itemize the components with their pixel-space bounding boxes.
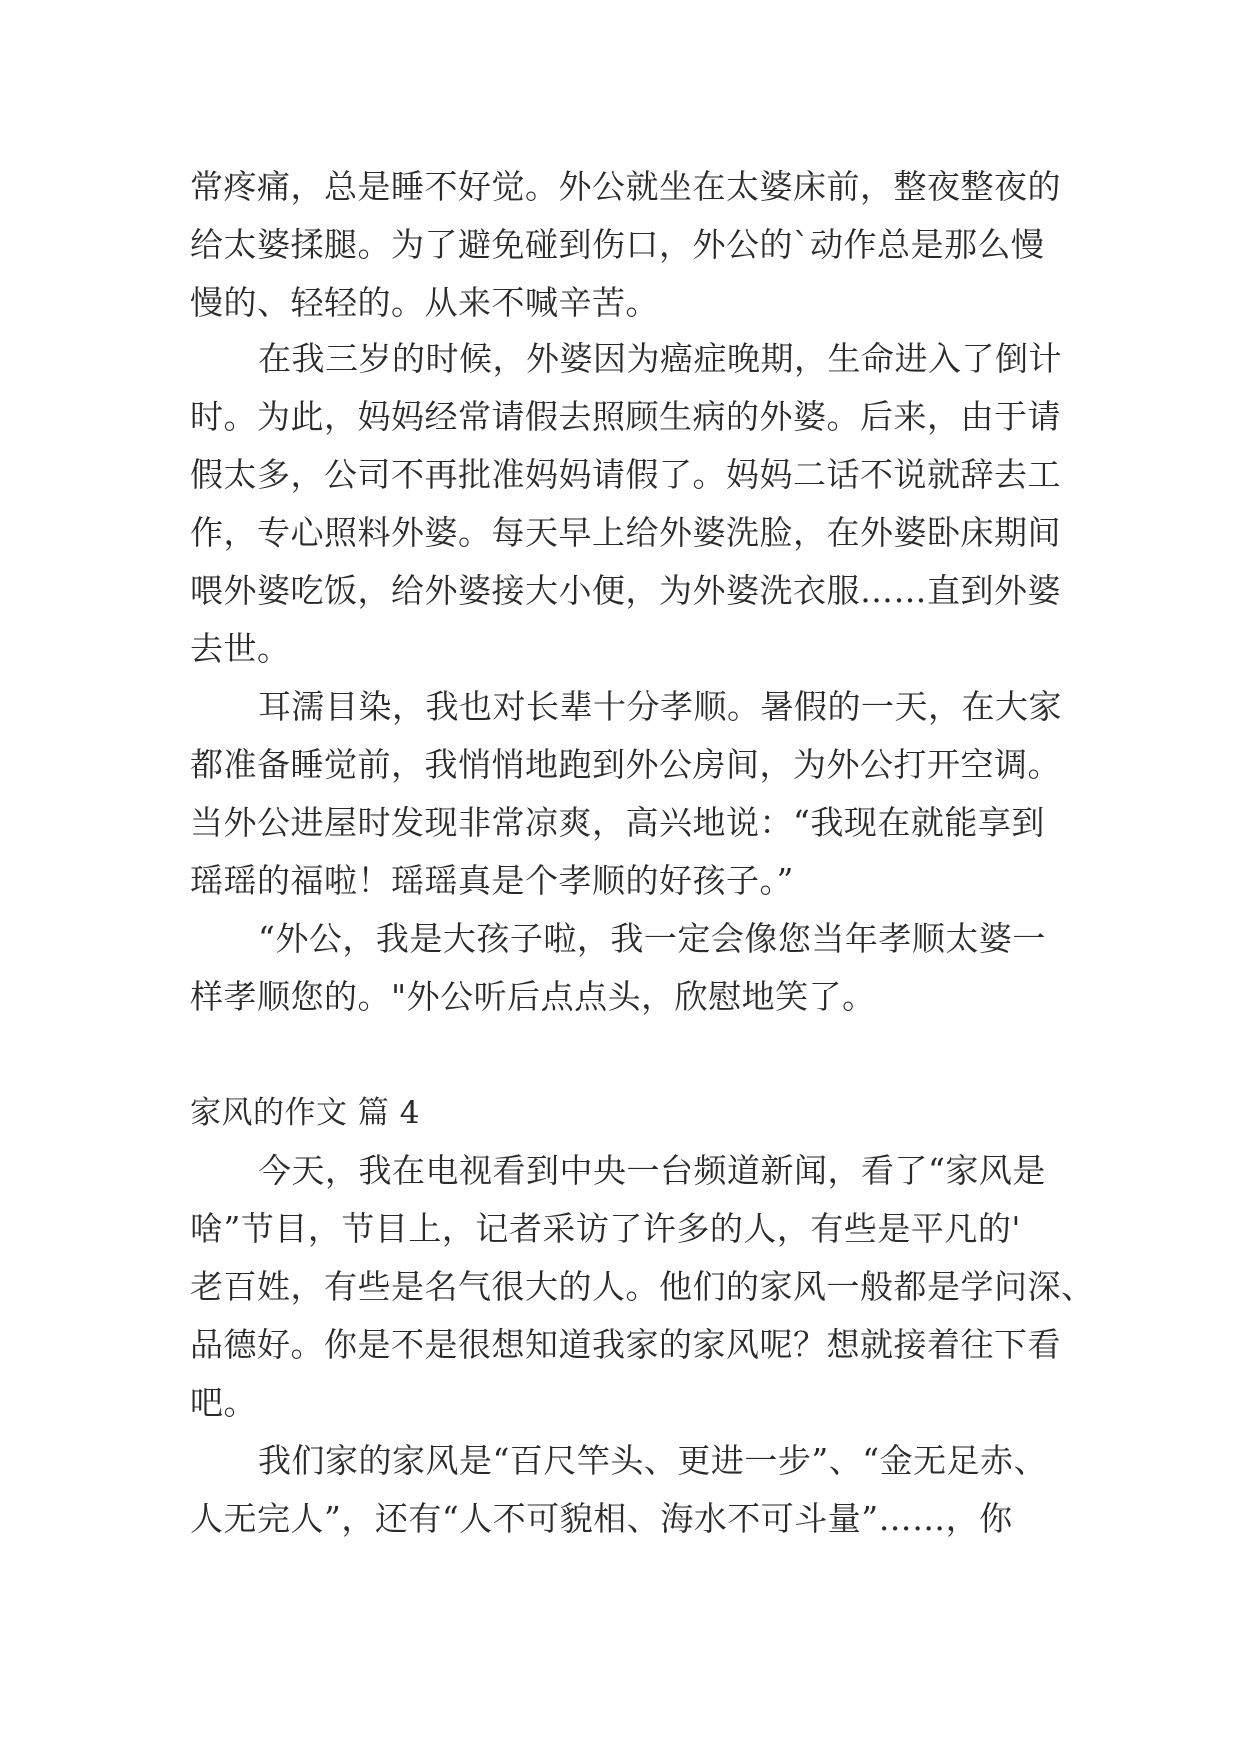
paragraph-family-motto	[190, 1432, 1070, 1548]
text-line: 去世。	[190, 629, 291, 668]
text-line: 人无完人”，还有“人不可貌相、海水不可斗量”……，你	[190, 1499, 1013, 1538]
text-line: 今天，我在电视看到中央一台频道新闻，看了“家风是	[258, 1151, 1046, 1190]
text-line: 假太多，公司不再批准妈妈请假了。妈妈二话不说就辞去工	[190, 455, 1061, 494]
text-line: 吧。	[190, 1383, 257, 1422]
text-line: 喂外婆吃饭，给外婆接大小便，为外婆洗衣服……直到外婆	[190, 571, 1061, 610]
text-line: 给太婆揉腿。为了避免碰到伤口，外公的`动作总是那么慢	[190, 225, 1045, 264]
text-line: 都准备睡觉前，我悄悄地跑到外公房间，为外公打开空调。	[190, 745, 1061, 784]
text-line: 耳濡目染，我也对长辈十分孝顺。暑假的一天，在大家	[258, 687, 1062, 726]
paragraph-tv-news	[190, 1142, 1095, 1432]
paragraph-dialogue	[190, 910, 1070, 1026]
text-line: 瑶瑶的福啦！瑶瑶真是个孝顺的好孩子。”	[190, 861, 794, 900]
text-line: 常疼痛，总是睡不好觉。外公就坐在太婆床前，整夜整夜的	[190, 167, 1061, 206]
section-heading	[190, 1084, 1070, 1142]
text-line: 样孝顺您的。"外公听后点点头，欣慰地笑了。	[190, 977, 876, 1016]
paragraph-summer-day	[190, 678, 1070, 910]
text-line: 啥”节目，节目上，记者采访了许多的人，有些是平凡的'	[190, 1209, 1021, 1248]
paragraph-grandma-illness	[190, 330, 1070, 678]
text-line: 在我三岁的时候，外婆因为癌症晚期，生命进入了倒计	[258, 339, 1062, 378]
text-line: “外公，我是大孩子啦，我一定会像您当年孝顺太婆一	[258, 919, 1046, 958]
heading-text: 家风的作文 篇 4	[190, 1095, 420, 1131]
text-line: 时。为此，妈妈经常请假去照顾生病的外婆。后来，由于请	[190, 397, 1061, 436]
text-line: 慢的、轻轻的。从来不喊辛苦。	[190, 283, 659, 322]
paragraph-continuation	[190, 158, 1070, 332]
text-line: 当外公进屋时发现非常凉爽，高兴地说：“我现在就能享到	[190, 803, 1045, 842]
text-line: 老百姓，有些是名气很大的人。他们的家风一般都是学问深、	[190, 1267, 1095, 1306]
text-line: 我们家的家风是“百尺竿头、更进一步”、“金无足赤、	[258, 1441, 1048, 1480]
text-line: 作，专心照料外婆。每天早上给外婆洗脸，在外婆卧床期间	[190, 513, 1061, 552]
text-line: 品德好。你是不是很想知道我家的家风呢？想就接着往下看	[190, 1325, 1061, 1364]
